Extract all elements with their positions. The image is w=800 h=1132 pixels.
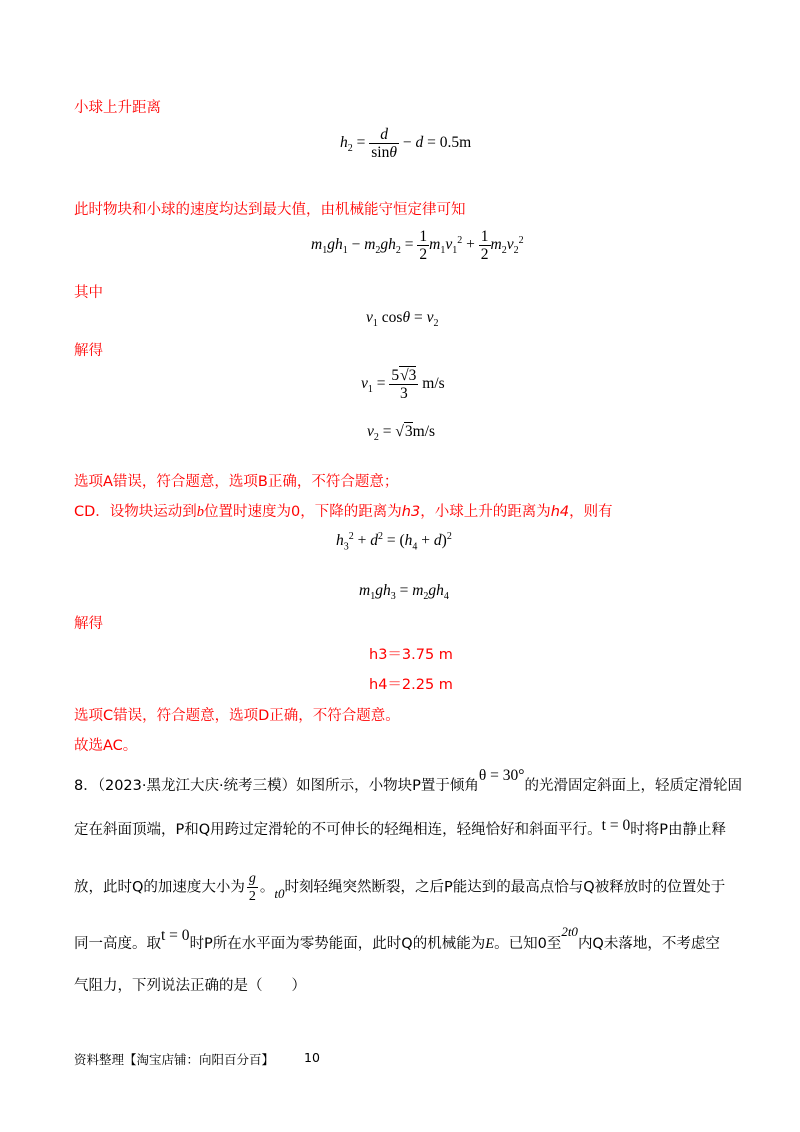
equation-balance: $m_1gh_3 = m_2gh_4$	[359, 582, 449, 603]
result-h4: h4＝2.25 m	[369, 677, 453, 693]
theta-expression: θ = 30°	[478, 767, 525, 784]
solve-text-1: 解得	[74, 343, 103, 359]
equation-h2: $h_2$ = $\frac{d}{\sin\theta}$ − d = 0.5m	[340, 126, 472, 161]
question-8-line-4: 同一高度。取t = 0时P所在水平面为零势能面，此时Q的机械能为E。已知0至2t0内Q未落地，不考虑空	[74, 924, 720, 952]
max-speed-text: 此时物块和小球的速度均达到最大值，由机械能守恒定律可知	[74, 202, 466, 218]
choose-answer-text: 故选AC。	[74, 738, 138, 754]
option-ab-text: 选项A错误，符合题意，选项B正确，不符合题意；	[74, 474, 399, 490]
question-8-line-5: 气阻力，下列说法正确的是（ ）	[74, 978, 306, 994]
question-8-line-1: 8．（2023·黑龙江大庆·统考三模）如图所示，小物块P置于倾角θ = 30°的光滑固定斜面上，轻质定滑轮固	[74, 767, 742, 794]
equation-velocity-relation: $v_1$ $\cos\theta = v_2$	[366, 309, 439, 330]
solve-text-2: 解得	[74, 616, 103, 632]
where-text: 其中	[74, 285, 103, 301]
equation-v1: $v_1$ = $\frac{5√3}{3}$ m/s	[361, 367, 445, 402]
page-number: 10	[304, 1050, 320, 1065]
cd-analysis-text: CD．设物块运动到b位置时速度为0，下降的距离为h3，小球上升的距离为h4，则有	[74, 504, 613, 520]
equation-geometry: $h_3^2 + d^2 = (h_4 + d)^2$	[336, 531, 452, 553]
result-h3: h3＝3.75 m	[369, 647, 453, 663]
ball-rise-text: 小球上升距离	[74, 100, 161, 116]
equation-energy: $m_1gh_1 - m_2gh_2$ = $\frac{1}{2}$ $m_1v_1^2$ + $\frac{1}{2}$ $m_2v_2^2$	[311, 228, 524, 263]
equation-v2: $v_2 = √3m/s$	[367, 423, 436, 444]
footer-source: 资料整理【淘宝店铺：向阳百分百】	[74, 1052, 275, 1067]
question-8-line-3: 放，此时Q的加速度大小为 $\frac{g}{2}$ 。t0时刻轻绳突然断裂，之后P能达到的最高点恰与Q被释放时的位置处于	[74, 871, 726, 904]
question-8-line-2: 定在斜面顶端，P和Q用跨过定滑轮的不可伸长的轻绳相连，轻绳恰好和斜面平行。t = 0时将P由静止释	[74, 817, 726, 838]
option-cd-text: 选项C错误，符合题意，选项D正确，不符合题意。	[74, 708, 400, 724]
